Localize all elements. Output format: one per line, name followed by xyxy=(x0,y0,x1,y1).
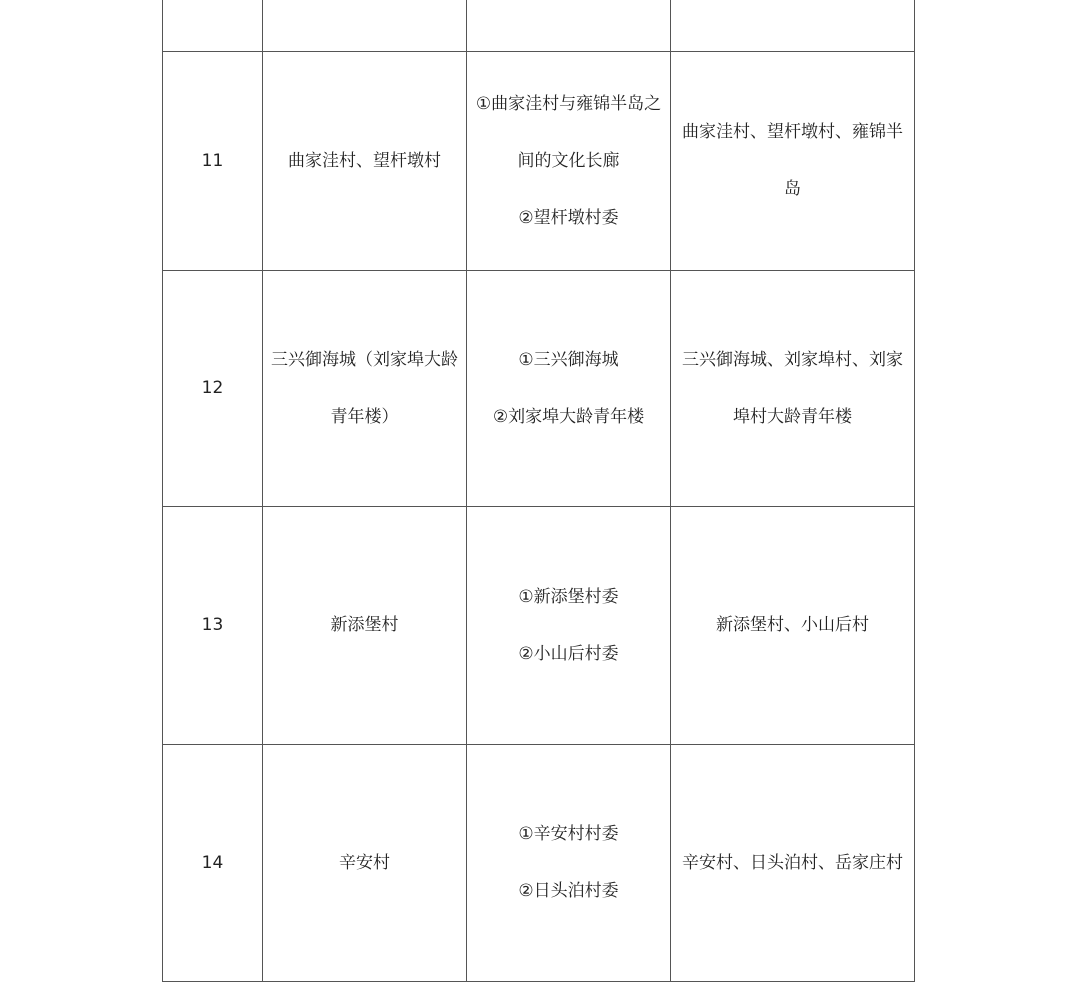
site-line: ②望杆墩村委 xyxy=(518,207,619,228)
row-number: 11 xyxy=(163,52,263,271)
site-line: ②刘家埠大龄青年楼 xyxy=(492,406,645,427)
scope-cell: 辛安村、日头泊村、岳家庄村 xyxy=(671,745,915,982)
row-number: 13 xyxy=(163,507,263,745)
table-row xyxy=(163,271,915,507)
scope-line: 岛 xyxy=(784,179,801,199)
site-line: ①三兴御海城 xyxy=(518,349,619,370)
table-row xyxy=(163,0,915,52)
table-cell xyxy=(467,0,671,52)
table-cell xyxy=(671,0,915,52)
scope-cell: 新添堡村、小山后村 xyxy=(671,507,915,745)
sites-cell xyxy=(467,745,671,982)
site-table xyxy=(162,0,915,982)
area-line: 三兴御海城（刘家埠大龄 xyxy=(271,349,458,370)
area-cell xyxy=(263,271,467,507)
scope-cell xyxy=(671,52,915,271)
area-cell: 曲家洼村、望杆墩村 xyxy=(263,52,467,271)
area-cell: 新添堡村 xyxy=(263,507,467,745)
scope-line: 曲家洼村、望杆墩村、雍锦半 xyxy=(682,122,903,142)
site-line: 间的文化长廊 xyxy=(517,150,620,171)
site-line: ②小山后村委 xyxy=(518,643,619,664)
table-cell xyxy=(163,0,263,52)
row-number: 14 xyxy=(163,745,263,982)
scope-line: 三兴御海城、刘家埠村、刘家 xyxy=(682,349,903,370)
table-row xyxy=(163,52,915,271)
sites-cell xyxy=(467,52,671,271)
site-line: ①新添堡村委 xyxy=(518,586,619,607)
sites-cell xyxy=(467,507,671,745)
table-row xyxy=(163,507,915,745)
table-cell xyxy=(263,0,467,52)
scope-line: 埠村大龄青年楼 xyxy=(733,406,852,427)
table-row xyxy=(163,745,915,982)
scope-cell xyxy=(671,271,915,507)
site-line: ①辛安村村委 xyxy=(518,824,619,844)
site-line: ②日头泊村委 xyxy=(518,881,619,901)
row-number: 12 xyxy=(163,271,263,507)
site-line: ①曲家洼村与雍锦半岛之 xyxy=(475,93,662,114)
area-line: 青年楼） xyxy=(330,406,399,427)
area-cell: 辛安村 xyxy=(263,745,467,982)
sites-cell xyxy=(467,271,671,507)
